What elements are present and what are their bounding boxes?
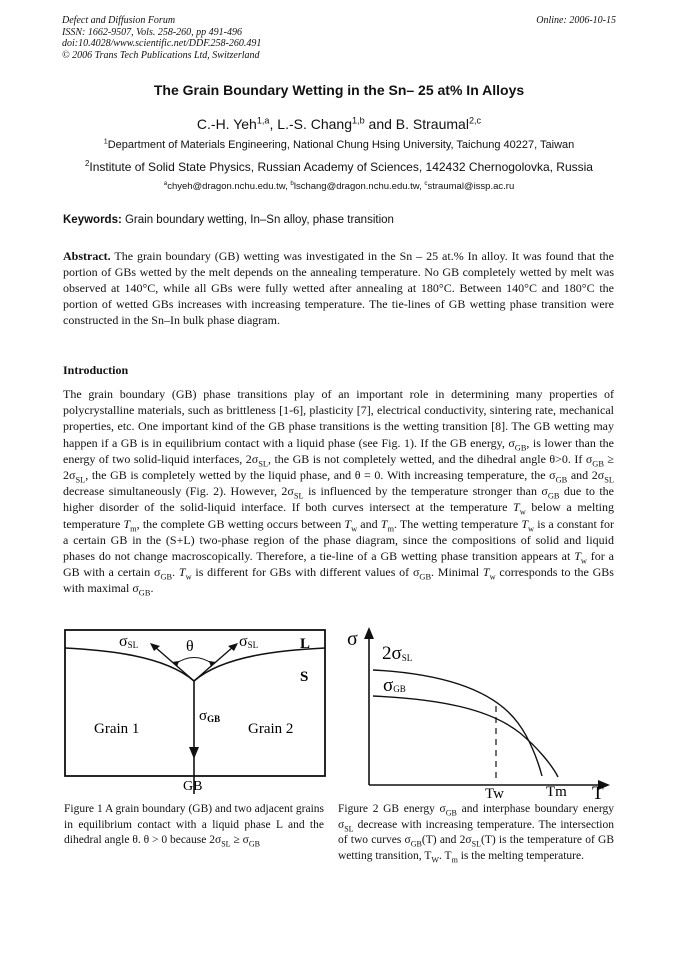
affiliation-text: Institute of Solid State Physics, Russian Academy of Sciences, 142432 Chernogolovka, Russia — [89, 160, 593, 174]
abstract-text: The grain boundary (GB) wetting was investigated in the Sn – 25 at.% In alloy. It was found that the portion of GBs wetted by the melt depends on the annealing temperature. No GB completely wetted by melt was observed at 140°C, while all GBs were fully wetted after annealing at 180°C. Between 140°C and 180°C the portion of wetted GBs increases with increasing temperature. The tie-lines of GB wetting phase transition were constructed in the Sn–In bulk phase diagram. — [63, 249, 614, 327]
section-heading-introduction: Introduction — [63, 363, 129, 377]
copyright-line: © 2006 Trans Tech Publications Ltd, Switzerland — [62, 49, 260, 61]
label-2sigma-sl: 2σSL — [382, 643, 413, 664]
introduction-paragraph: The grain boundary (GB) phase transitions play of an important role in determining many properties of polycrystalline materials, such as brittleness [1-6], plasticity [7], electrical conductivity, sintering rate, mechanical properties, etc. One important kind of the GB phase transitions is the wetting transition [8]. The GB wetting may happen if a GB is in equilibrium contact with a liquid phase (see Fig. 1). If the GB energy, $\sigma_{GB}$, is lower than the energy of two solid-liquid interfaces, $2\sigma_{SL}$, the GB is not completely wetted, and the dihedral angle θ>0. If $\sigma_{GB} \ge 2\sigma_{SL}$, the GB is completely wetted by the liquid phase, and θ = 0. With increasing temperature, the $\sigma_{GB}$ and $2\sigma_{SL}$ decrease simultaneously (Fig. 2). However, $2\sigma_{SL}$ is influenced by the temperature stronger than $\sigma_{GB}$ due to the higher disorder of the solid-liquid interface. If both curves intersect at the temperature $T_w$ below a melting temperature $T_m$, the complete GB wetting occurs between $T_w$ and $T_m$. The wetting temperature $T_w$ is a constant for a certain GB in the (S+L) two-phase region of the phase diagram, since the compositions of solid and liquid phases do not change macroscopically. Therefore, a tie-line of a GB wetting phase transition appears at $T_w$ for a GB with a certain $\sigma_{GB}$. $T_w$ is different for GBs with different values of $\sigma_{GB}$. Minimal $T_w$ corresponds to the GBs with maximal $\sigma_{GB}$. — [63, 387, 615, 598]
author-sup: 1,b — [352, 115, 365, 126]
label-liquid: L — [300, 636, 311, 652]
gb-arrow — [189, 747, 199, 759]
figure-1-caption: Figure 1 A grain boundary (GB) and two adjacent grains in equilibrium contact with a liquid phase L and the dihedral angle θ. θ > 0 because $2\sigma_{SL} \ge \sigma_{GB}$ — [64, 803, 324, 849]
email-link[interactable]: straumal@issp.ac.ru — [427, 181, 515, 192]
author-name: C.-H. Yeh — [196, 116, 257, 132]
author-name: L.-S. Chang — [277, 116, 352, 132]
email-sup: c — [424, 179, 428, 187]
author-list: C.-H. Yeh$^{1,a}$, L.-S. Chang$^{1,b}$ and B. Straumal$^{2,c}$ — [196, 115, 482, 132]
curve-sigma-gb — [373, 696, 558, 777]
label-sigma-gb: σGB — [383, 675, 406, 696]
axis-label-t: T — [592, 783, 604, 801]
tick-label-tw: Tw — [485, 786, 504, 801]
affiliation-text: Department of Materials Engineering, National Chung Hsing University, Taichung 40227, Taiwan — [107, 139, 575, 151]
keywords-line — [63, 214, 394, 226]
label-sigma-gb: σGB — [199, 708, 221, 724]
affiliation-1 — [0, 139, 678, 151]
label-gb: GB — [183, 779, 203, 794]
email-link[interactable]: lschang@dragon.nchu.edu.tw, — [293, 181, 425, 192]
label-sigma-sl-right: σSL — [239, 633, 259, 650]
label-grain-2: Grain 2 — [248, 721, 294, 737]
affiliation-2 — [0, 160, 678, 174]
email-sup: b — [290, 179, 294, 187]
tick-label-tm: Tm — [546, 784, 567, 800]
figure-2-energy-vs-temperature — [340, 625, 614, 801]
affiliation-sup: 2 — [85, 159, 90, 168]
doi-line: doi:10.4028/www.scientific.net/DDF.258-260.491 — [62, 38, 262, 49]
email-sup: a — [163, 179, 168, 187]
liquid-solid-interface — [65, 648, 325, 681]
abstract-label: Abstract. — [63, 249, 111, 263]
journal-name: Defect and Diffusion Forum — [62, 15, 176, 26]
label-sigma-sl-left: σSL — [119, 633, 139, 650]
figure-1-grain-boundary-diagram — [64, 629, 326, 801]
abstract — [63, 248, 614, 328]
journal-header — [62, 15, 616, 61]
email-link[interactable]: chyeh@dragon.nchu.edu.tw, — [167, 181, 291, 192]
author-sup: 1,a — [256, 115, 270, 126]
author-name: B. Straumal — [395, 116, 469, 132]
keywords-label: Keywords: — [63, 214, 122, 226]
affiliation-sup: 1 — [103, 137, 108, 146]
y-axis-arrow — [364, 627, 374, 639]
label-grain-1: Grain 1 — [94, 721, 140, 737]
email-list — [0, 181, 678, 192]
keywords-text: Grain boundary wetting, In–Sn alloy, phase transition — [121, 214, 394, 226]
online-date: Online: 2006-10-15 — [536, 15, 616, 26]
author-and: and — [364, 116, 396, 132]
axis-label-sigma: σ — [347, 628, 358, 650]
paper-title: The Grain Boundary Wetting in the Sn– 25 at% In Alloys — [153, 82, 525, 98]
figure-2-caption: Figure 2 GB energy $\sigma_{GB}$ and interphase boundary energy $\sigma_{SL}$ decrease with increasing temperature. The intersection of two curves $\sigma_{GB}(T)$ and $2\sigma_{SL}(T)$ is the temperature of GB wetting transition, $T_W$. $T_m$ is the melting temperature. — [338, 803, 614, 864]
label-solid: S — [300, 669, 309, 685]
label-theta: θ — [186, 638, 194, 655]
issn-line: ISSN: 1662-9507, Vols. 258-260, pp 491-496 — [62, 26, 242, 38]
author-sup: 2,c — [468, 115, 482, 126]
theta-arc — [175, 658, 213, 665]
